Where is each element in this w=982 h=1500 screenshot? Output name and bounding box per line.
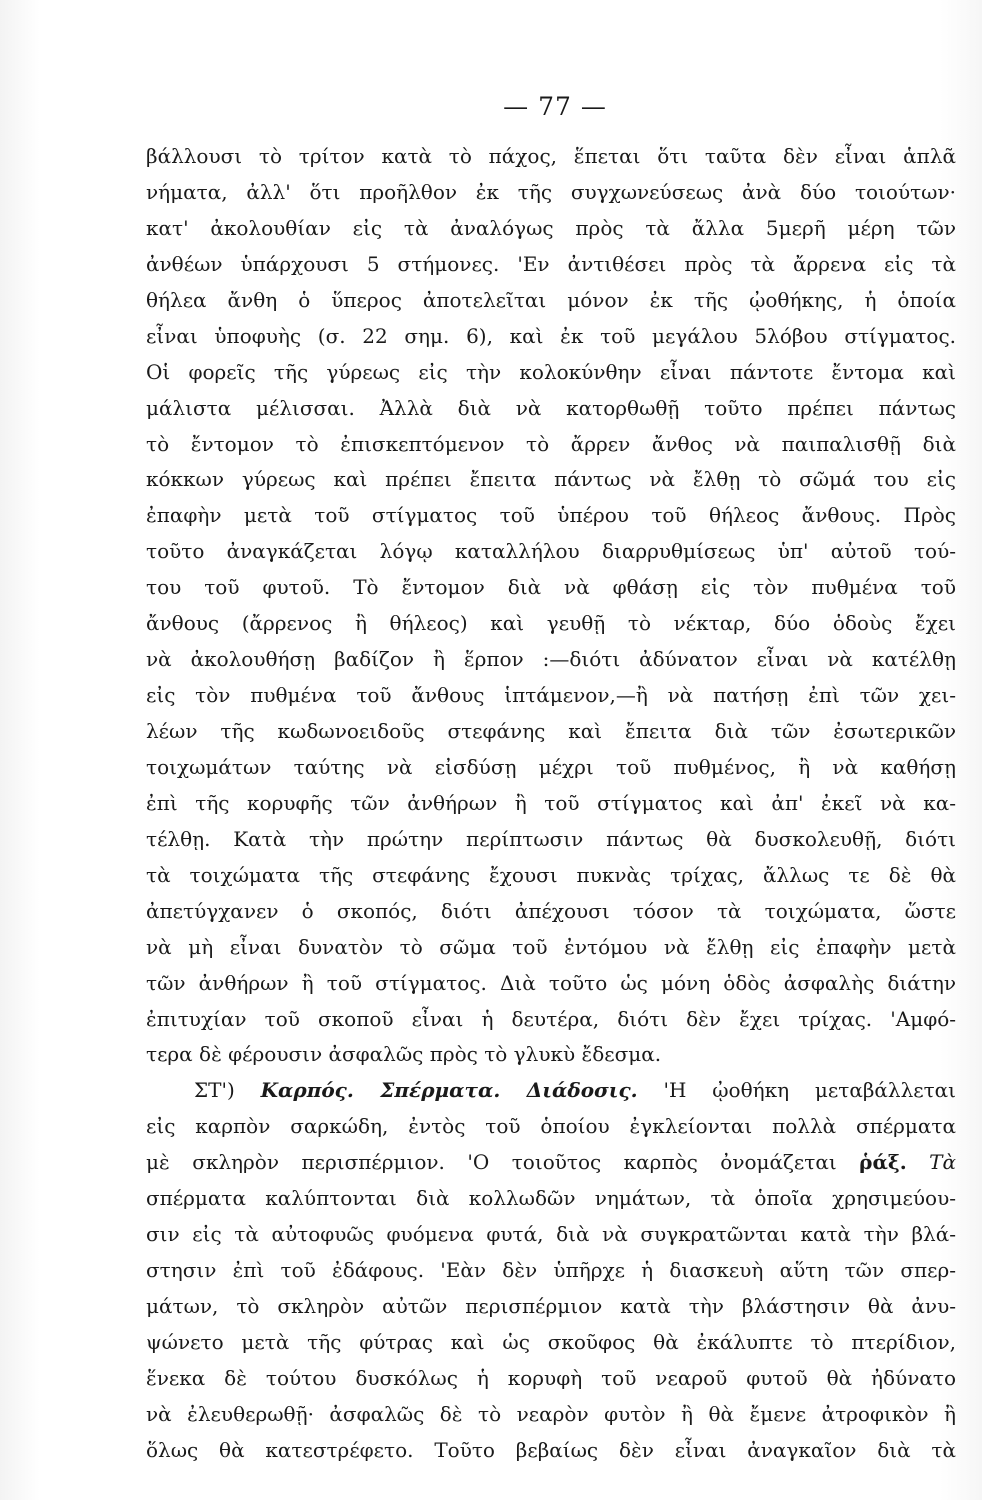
text-line-start: μὲ σκληρὸν περισπέρμιον. 'Ο τοιοῦτος καρπὸς ὀνομάζεται <box>146 1150 837 1175</box>
emphasized-word: Τὰ <box>929 1150 956 1175</box>
text-line: ἀνθέων ὑπάρχουσι 5 στήμονες. 'Εν ἀντιθέσει πρὸς τὰ ἄρρενα εἰς τὰ <box>146 251 956 276</box>
text-line: τῶν ἀνθήρων ἢ τοῦ στίγματος. Διὰ τοῦτο ὡς μόνη ὁδὸς ἀσφαλὴς διάτην <box>146 970 956 995</box>
text-line: λέων τῆς κωδωνοειδοῦς στεφάνης καὶ ἔπειτα διὰ τῶν ἐσωτερικῶν <box>146 719 956 743</box>
text-line: κόκκων γύρεως καὶ πρέπει ἔπειτα πάντως νὰ ἔλθῃ τὸ σῶμά του εἰς <box>146 467 956 492</box>
text-line: τὰ τοιχώματα τῆς στεφάνης ἔχουσι πυκνὰς τρίχας, ἄλλως τε δὲ θὰ <box>146 862 956 887</box>
text-line: ἀπετύγχανεν ὁ σκοπός, διότι ἀπέχουσι τόσον τὰ τοιχώματα, ὥστε <box>146 898 956 923</box>
text-line: εἰς τὸν πυθμένα τοῦ ἄνθους ἱπτάμενον,—ἢ νὰ πατήσῃ ἐπὶ τῶν χει- <box>146 683 956 708</box>
text-line: μάτων, τὸ σκληρὸν αὐτῶν περισπέρμιον κατὰ τὴν βλάστησιν θὰ ἀνυ- <box>146 1294 956 1318</box>
text-line: ἐπὶ τῆς κορυφῆς τῶν ἀνθήρων ἢ τοῦ στίγματος καὶ ἀπ' ἐκεῖ νὰ κα- <box>146 790 956 815</box>
body-text <box>146 139 956 1469</box>
text-line <box>146 1145 956 1181</box>
text-line: νὰ ἐλευθερωθῇ· ἀσφαλῶς δὲ τὸ νεαρὸν φυτὸν ἢ θὰ ἔμενε ἀτροφικὸν ἢ <box>146 1401 956 1426</box>
term-rax: ῥάξ. <box>859 1150 907 1175</box>
text-line: νὰ ἀκολουθήσῃ βαδίζον ἢ ἕρπον :—διότι ἀδύνατον εἶναι νὰ κατέλθῃ <box>146 647 956 672</box>
text-line: κατ' ἀκολουθίαν εἰς τὰ ἀναλόγως πρὸς τὰ ἄλλα 5μερῆ μέρη τῶν <box>146 215 956 240</box>
text-line: θήλεα ἄνθη ὁ ὕπερος ἀποτελεῖται μόνον ἐκ τῆς ᾠοθήκης, ἡ ὁποία <box>146 287 956 312</box>
text-line: τοῦτο ἀναγκάζεται λόγῳ καταλλήλου διαρρυθμίσεως ὑπ' αὐτοῦ τού- <box>146 539 956 564</box>
text-line: ὅλως θὰ κατεστρέφετο. Τοῦτο βεβαίως δὲν εἶναι ἀναγκαῖον διὰ τὰ <box>146 1437 956 1462</box>
text-line: βάλλουσι τὸ τρίτον κατὰ τὸ πάχος, ἕπεται ὅτι ταῦτα δὲν εἶναι ἁπλᾶ <box>146 144 956 168</box>
page-number: — 77 — <box>503 92 607 121</box>
text-line: σπέρματα καλύπτονται διὰ κολλωδῶν νημάτων, τὰ ὁποῖα χρησιμεύου- <box>146 1186 956 1211</box>
text-line: τὸ ἔντομον τὸ ἐπισκεπτόμενον τὸ ἄρρεν ἄνθος νὰ παιπαλισθῇ διὰ <box>146 431 956 456</box>
text-line: ἕνεκα δὲ τούτου δυσκόλως ἡ κορυφὴ τοῦ νεαροῦ φυτοῦ θὰ ἠδύνατο <box>146 1365 956 1390</box>
section-heading-line <box>146 1073 956 1109</box>
section-heading: Καρπός. Σπέρματα. Διάδοσις. <box>260 1078 638 1103</box>
text-line: Οἱ φορεῖς τῆς γύρεως εἰς τὴν κολοκύνθην εἶναι πάντοτε ἔντομα καὶ <box>146 359 956 384</box>
text-line: νὰ μὴ εἶναι δυνατὸν τὸ σῶμα τοῦ ἐντόμου νὰ ἔλθῃ εἰς ἐπαφὴν μετὰ <box>146 934 956 959</box>
text-line: ἐπαφὴν μετὰ τοῦ στίγματος τοῦ ὑπέρου τοῦ θήλεος ἄνθους. Πρὸς <box>146 503 956 528</box>
text-line: σιν εἰς τὰ αὐτοφυῶς φυόμενα φυτά, διὰ νὰ συγκρατῶνται κατὰ τὴν βλά- <box>146 1222 956 1247</box>
text-line: ἄνθους (ἄρρενος ἢ θήλεος) καὶ γευθῇ τὸ νέκταρ, δύο ὁδοὺς ἔχει <box>146 611 956 636</box>
text-line: ἐπιτυχίαν τοῦ σκοποῦ εἶναι ἡ δευτέρα, διότι δὲν ἔχει τρίχας. 'Αμφό- <box>146 1006 956 1031</box>
text-line: νήματα, ἀλλ' ὅτι προῆλθον ἐκ τῆς συγχωνεύσεως ἀνὰ δύο τοιούτων· <box>146 179 956 204</box>
section-marker: ΣΤ') <box>194 1078 235 1103</box>
text-line: εἶναι ὑποφυὴς (σ. 22 σημ. 6), καὶ ἐκ τοῦ μεγάλου 5λόβου στίγματος. <box>146 323 956 348</box>
text-line: του τοῦ φυτοῦ. Τὸ ἔντομον διὰ νὰ φθάσῃ εἰς τὸν πυθμένα τοῦ <box>146 575 956 600</box>
text-line: ψώνετο μετὰ τῆς φύτρας καὶ ὡς σκοῦφος θὰ ἐκάλυπτε τὸ πτερίδιον, <box>146 1329 956 1354</box>
text-line: μάλιστα μέλισσαι. Ἀλλὰ διὰ νὰ κατορθωθῇ τοῦτο πρέπει πάντως <box>146 395 956 420</box>
text-line: εἰς καρπὸν σαρκώδη, ἐντὸς τοῦ ὁποίου ἐγκλείονται πολλὰ σπέρματα <box>146 1114 956 1139</box>
text-line: τέλθῃ. Κατὰ τὴν πρώτην περίπτωσιν πάντως θὰ δυσκολευθῇ, διότι <box>146 826 956 851</box>
text-line: στησιν ἐπὶ τοῦ ἐδάφους. 'Εὰν δὲν ὑπῆρχε ἡ διασκευὴ αὕτη τῶν σπερ- <box>146 1258 956 1283</box>
paragraph-end-line: τερα δὲ φέρουσιν ἀσφαλῶς πρὸς τὸ γλυκὺ ἔδεσμα. <box>146 1042 662 1067</box>
section-first-line-text: 'Η ᾠοθήκη μεταβάλλεται <box>663 1078 957 1103</box>
text-line: τοιχωμάτων ταύτης νὰ εἰσδύσῃ μέχρι τοῦ πυθμένος, ἢ νὰ καθήσῃ <box>146 754 956 779</box>
